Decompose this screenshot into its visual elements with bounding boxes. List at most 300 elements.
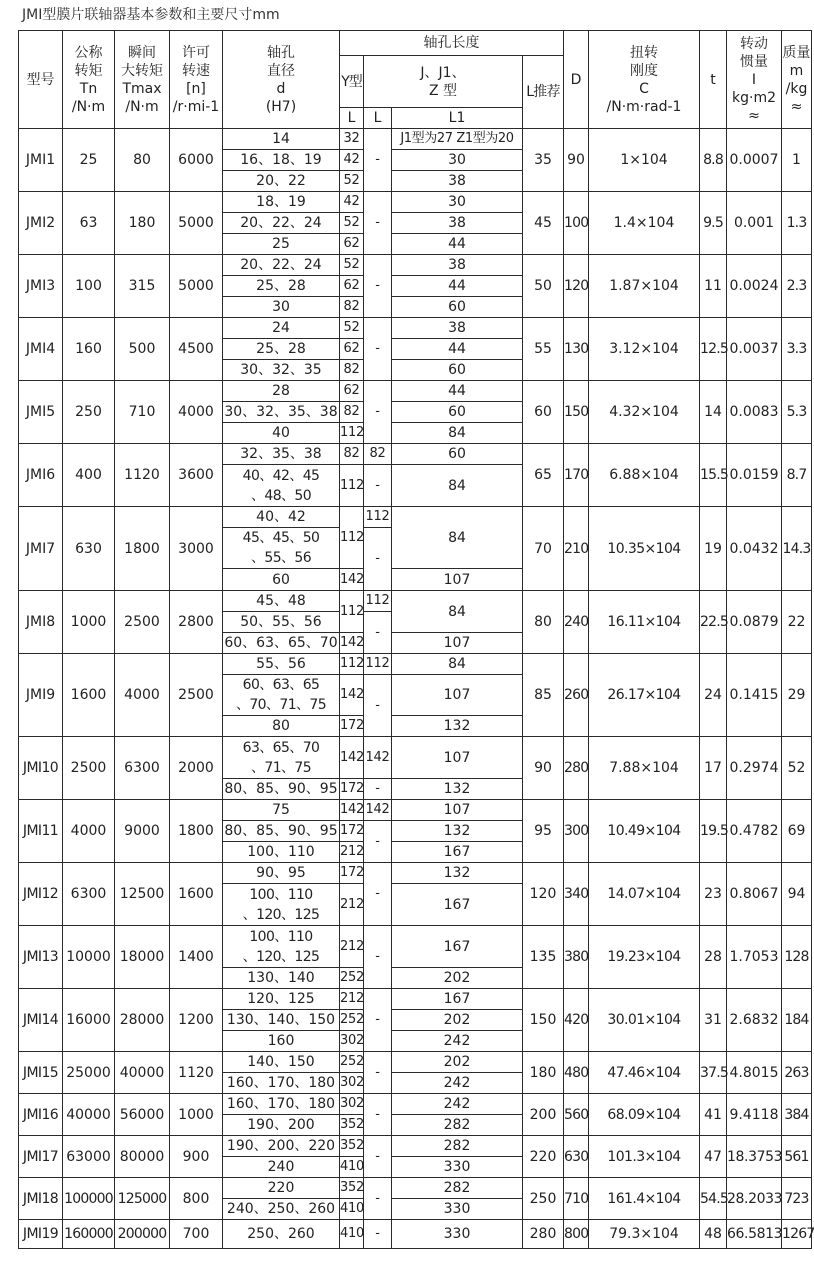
y-length-cell: 172 — [340, 779, 364, 800]
y-length-cell: 82 — [340, 297, 364, 318]
mass-cell: 184 — [782, 989, 812, 1052]
t-cell: 9.5 — [700, 192, 727, 255]
header-jz-type: J、J1、 Z 型 — [364, 56, 523, 108]
bore-diameter-cell: 20、22 — [223, 171, 340, 192]
speed-cell: 1200 — [170, 989, 223, 1052]
mass-cell: 5.3 — [782, 381, 812, 444]
header-diameter-d: D — [564, 31, 589, 129]
l1-length-cell: 38 — [392, 255, 523, 276]
mass-cell: 52 — [782, 737, 812, 800]
l-recommended-cell: 250 — [523, 1178, 564, 1220]
l-recommended-cell: 135 — [523, 926, 564, 989]
mass-cell: 14.3 — [782, 507, 812, 591]
bore-diameter-cell: 100、110 — [223, 842, 340, 863]
bore-diameter-cell: 18、19 — [223, 192, 340, 213]
l1-length-cell: 282 — [392, 1136, 523, 1157]
bore-diameter-cell: 20、22、24 — [223, 255, 340, 276]
mass-cell: 1 — [782, 129, 812, 192]
tmax-cell: 6300 — [115, 737, 170, 800]
header-bore-length: 轴孔长度 — [340, 31, 564, 56]
t-cell: 41 — [700, 1094, 727, 1136]
tmax-cell: 1120 — [115, 444, 170, 507]
y-length-cell: 112 — [340, 465, 364, 507]
speed-cell: 3600 — [170, 444, 223, 507]
speed-cell: 5000 — [170, 192, 223, 255]
model-cell: JMI19 — [19, 1220, 63, 1249]
d-cell: 380 — [564, 926, 589, 989]
l1-length-cell: 60 — [392, 360, 523, 381]
model-cell: JMI4 — [19, 318, 63, 381]
header-t: t — [700, 31, 727, 129]
speed-cell: 2500 — [170, 654, 223, 737]
y-length-cell: 52 — [340, 171, 364, 192]
l1-length-cell: 242 — [392, 1031, 523, 1052]
tmax-cell: 28000 — [115, 989, 170, 1052]
l1-length-cell: 107 — [392, 737, 523, 779]
speed-cell: 1120 — [170, 1052, 223, 1094]
t-cell: 14 — [700, 381, 727, 444]
mass-cell: 263 — [782, 1052, 812, 1094]
l-recommended-cell: 55 — [523, 318, 564, 381]
table-row — [19, 926, 812, 968]
inertia-cell: 0.0879 — [727, 591, 782, 654]
speed-cell: 4500 — [170, 318, 223, 381]
bore-diameter-cell: 20、22、24 — [223, 213, 340, 234]
stiffness-cell: 16.11×104 — [589, 591, 700, 654]
mass-cell: 1.3 — [782, 192, 812, 255]
tmax-cell: 1800 — [115, 507, 170, 591]
y-length-cell: 252 — [340, 1052, 364, 1073]
l1-length-cell: 107 — [392, 675, 523, 716]
bore-diameter-cell: 100、110 、120、125 — [223, 884, 340, 926]
table-row — [19, 591, 812, 612]
tn-cell: 40000 — [63, 1094, 115, 1136]
bore-diameter-cell: 130、140、150 — [223, 1010, 340, 1031]
speed-cell: 700 — [170, 1220, 223, 1249]
header-l-recommended: L推荐 — [523, 56, 564, 129]
t-cell: 28 — [700, 926, 727, 989]
jz-length-cell: 112 — [364, 507, 392, 528]
mass-cell: 128 — [782, 926, 812, 989]
header-mass: 质量 m /kg ≈ — [782, 31, 812, 129]
tmax-cell: 12500 — [115, 863, 170, 926]
jz-length-cell: - — [364, 1094, 392, 1136]
stiffness-cell: 7.88×104 — [589, 737, 700, 800]
header-max-torque: 瞬间 大转矩 Tmax /N·m — [115, 31, 170, 129]
speed-cell: 1000 — [170, 1094, 223, 1136]
jz-length-cell: 112 — [364, 654, 392, 675]
y-length-cell: 62 — [340, 381, 364, 402]
model-cell: JMI14 — [19, 989, 63, 1052]
bore-diameter-cell: 40 — [223, 423, 340, 444]
stiffness-cell: 101.3×104 — [589, 1136, 700, 1178]
y-length-cell: 302 — [340, 1031, 364, 1052]
bore-diameter-cell: 60、63、65 、70、71、75 — [223, 675, 340, 716]
l1-length-cell: 242 — [392, 1094, 523, 1115]
inertia-cell: 0.4782 — [727, 800, 782, 863]
model-cell: JMI10 — [19, 737, 63, 800]
tmax-cell: 9000 — [115, 800, 170, 863]
stiffness-cell: 161.4×104 — [589, 1178, 700, 1220]
inertia-cell: 0.0037 — [727, 318, 782, 381]
jz-length-cell: - — [364, 821, 392, 863]
jz-length-cell: - — [364, 1220, 392, 1249]
l1-length-cell: 44 — [392, 339, 523, 360]
l1-length-cell: 38 — [392, 213, 523, 234]
d-cell: 100 — [564, 192, 589, 255]
bore-diameter-cell: 160、170、180 — [223, 1073, 340, 1094]
y-length-cell: 410 — [340, 1220, 364, 1249]
y-length-cell: 352 — [340, 1115, 364, 1136]
header-model: 型号 — [19, 31, 63, 129]
jz-length-cell: 112 — [364, 591, 392, 612]
table-row — [19, 1178, 812, 1199]
bore-diameter-cell: 16、18、19 — [223, 150, 340, 171]
bore-diameter-cell: 63、65、70 、71、75 — [223, 737, 340, 779]
t-cell: 15.5 — [700, 444, 727, 507]
bore-diameter-cell: 120、125 — [223, 989, 340, 1010]
jz-length-cell: - — [364, 255, 392, 318]
l-recommended-cell: 70 — [523, 507, 564, 591]
page-title: JMI型膜片联轴器基本参数和主要尺寸mm — [22, 7, 280, 23]
model-cell: JMI15 — [19, 1052, 63, 1094]
y-length-cell: 212 — [340, 842, 364, 863]
inertia-cell: 0.0024 — [727, 255, 782, 318]
l-recommended-cell: 150 — [523, 989, 564, 1052]
tn-cell: 160 — [63, 318, 115, 381]
t-cell: 31 — [700, 989, 727, 1052]
l-recommended-cell: 220 — [523, 1136, 564, 1178]
inertia-cell: 66.5813 — [727, 1220, 782, 1249]
y-length-cell: 112 — [340, 507, 364, 569]
table-row — [19, 737, 812, 779]
l-recommended-cell: 50 — [523, 255, 564, 318]
table-row — [19, 654, 812, 675]
y-length-cell: 410 — [340, 1157, 364, 1178]
bore-diameter-cell: 30 — [223, 297, 340, 318]
d-cell: 630 — [564, 1136, 589, 1178]
table-row — [19, 1052, 812, 1073]
bore-diameter-cell: 80、85、90、95 — [223, 821, 340, 842]
jz-length-cell: - — [364, 779, 392, 800]
inertia-cell: 9.4118 — [727, 1094, 782, 1136]
header-sub-l: L — [364, 108, 392, 129]
tmax-cell: 315 — [115, 255, 170, 318]
header-inertia: 转动 惯量 I kg·m2 ≈ — [727, 31, 782, 129]
l-recommended-cell: 95 — [523, 800, 564, 863]
y-length-cell: 62 — [340, 276, 364, 297]
d-cell: 130 — [564, 318, 589, 381]
speed-cell: 6000 — [170, 129, 223, 192]
tmax-cell: 80 — [115, 129, 170, 192]
stiffness-cell: 26.17×104 — [589, 654, 700, 737]
stiffness-cell: 6.88×104 — [589, 444, 700, 507]
l1-length-cell: 202 — [392, 1010, 523, 1031]
jz-length-cell: - — [364, 129, 392, 192]
y-length-cell: 212 — [340, 989, 364, 1010]
l1-length-cell: 30 — [392, 192, 523, 213]
d-cell: 800 — [564, 1220, 589, 1249]
jz-length-cell: - — [364, 318, 392, 381]
l1-length-cell: 84 — [392, 465, 523, 507]
d-cell: 560 — [564, 1094, 589, 1136]
jz-length-cell: - — [364, 863, 392, 926]
header-y-type: Y型 — [340, 56, 364, 108]
t-cell: 24 — [700, 654, 727, 737]
model-cell: JMI11 — [19, 800, 63, 863]
table-row — [19, 192, 812, 213]
y-length-cell: 82 — [340, 402, 364, 423]
bore-diameter-cell: 25、28 — [223, 276, 340, 297]
tmax-cell: 500 — [115, 318, 170, 381]
l1-length-cell: 84 — [392, 423, 523, 444]
jz-length-cell: 82 — [364, 444, 392, 465]
y-length-cell: 142 — [340, 800, 364, 821]
bore-diameter-cell: 40、42 — [223, 507, 340, 528]
bore-diameter-cell: 30、32、35、38 — [223, 402, 340, 423]
bore-diameter-cell: 32、35、38 — [223, 444, 340, 465]
mass-cell: 22 — [782, 591, 812, 654]
l1-length-cell: 107 — [392, 633, 523, 654]
t-cell: 47 — [700, 1136, 727, 1178]
mass-cell: 2.3 — [782, 255, 812, 318]
l1-length-cell: 107 — [392, 569, 523, 591]
y-length-cell: 212 — [340, 884, 364, 926]
bore-diameter-cell: 140、150 — [223, 1052, 340, 1073]
l-recommended-cell: 120 — [523, 863, 564, 926]
bore-diameter-cell: 80、85、90、95 — [223, 779, 340, 800]
table-row — [19, 318, 812, 339]
bore-diameter-cell: 160、170、180 — [223, 1094, 340, 1115]
stiffness-cell: 1.87×104 — [589, 255, 700, 318]
header-sub-l1: L1 — [392, 108, 523, 129]
jz-length-cell: - — [364, 192, 392, 255]
bore-diameter-cell: 190、200、220 — [223, 1136, 340, 1157]
l1-length-cell: 330 — [392, 1199, 523, 1220]
mass-cell: 29 — [782, 654, 812, 737]
l1-length-cell: 132 — [392, 716, 523, 737]
stiffness-cell: 10.49×104 — [589, 800, 700, 863]
tn-cell: 400 — [63, 444, 115, 507]
inertia-cell: 0.0159 — [727, 444, 782, 507]
table-row — [19, 1220, 812, 1249]
l1-length-cell: 84 — [392, 654, 523, 675]
tmax-cell: 180 — [115, 192, 170, 255]
jz-length-cell: - — [364, 926, 392, 989]
d-cell: 240 — [564, 591, 589, 654]
l1-length-cell: 202 — [392, 1052, 523, 1073]
l1-length-cell: 44 — [392, 234, 523, 255]
inertia-cell: 0.0432 — [727, 507, 782, 591]
y-length-cell: 112 — [340, 423, 364, 444]
bore-diameter-cell: 190、200 — [223, 1115, 340, 1136]
tn-cell: 25 — [63, 129, 115, 192]
inertia-cell: 0.0007 — [727, 129, 782, 192]
tn-cell: 25000 — [63, 1052, 115, 1094]
y-length-cell: 142 — [340, 633, 364, 654]
speed-cell: 1800 — [170, 800, 223, 863]
bore-diameter-cell: 75 — [223, 800, 340, 821]
speed-cell: 2000 — [170, 737, 223, 800]
table-row — [19, 381, 812, 402]
y-length-cell: 172 — [340, 821, 364, 842]
jz-length-cell: 142 — [364, 737, 392, 779]
tmax-cell: 4000 — [115, 654, 170, 737]
t-cell: 22.5 — [700, 591, 727, 654]
speed-cell: 3000 — [170, 507, 223, 591]
y-length-cell: 112 — [340, 654, 364, 675]
mass-cell: 1267 — [782, 1220, 812, 1249]
t-cell: 19 — [700, 507, 727, 591]
inertia-cell: 0.0083 — [727, 381, 782, 444]
stiffness-cell: 1.4×104 — [589, 192, 700, 255]
bore-diameter-cell: 160 — [223, 1031, 340, 1052]
bore-diameter-cell: 55、56 — [223, 654, 340, 675]
l-recommended-cell: 65 — [523, 444, 564, 507]
d-cell: 340 — [564, 863, 589, 926]
model-cell: JMI18 — [19, 1178, 63, 1220]
inertia-cell: 0.001 — [727, 192, 782, 255]
l1-length-cell: 167 — [392, 842, 523, 863]
jz-length-cell: 142 — [364, 800, 392, 821]
d-cell: 300 — [564, 800, 589, 863]
bore-diameter-cell: 30、32、35 — [223, 360, 340, 381]
l1-length-cell: 84 — [392, 507, 523, 569]
stiffness-cell: 1×104 — [589, 129, 700, 192]
y-length-cell: 252 — [340, 1010, 364, 1031]
tn-cell: 63000 — [63, 1136, 115, 1178]
stiffness-cell: 4.32×104 — [589, 381, 700, 444]
mass-cell: 723 — [782, 1178, 812, 1220]
y-length-cell: 112 — [340, 591, 364, 633]
d-cell: 280 — [564, 737, 589, 800]
y-length-cell: 142 — [340, 675, 364, 716]
jz-length-cell: - — [364, 1136, 392, 1178]
tmax-cell: 56000 — [115, 1094, 170, 1136]
tn-cell: 100000 — [63, 1178, 115, 1220]
jz-length-cell: - — [364, 1052, 392, 1094]
y-length-cell: 52 — [340, 318, 364, 339]
bore-diameter-cell: 14 — [223, 129, 340, 150]
d-cell: 260 — [564, 654, 589, 737]
t-cell: 48 — [700, 1220, 727, 1249]
model-cell: JMI16 — [19, 1094, 63, 1136]
model-cell: JMI13 — [19, 926, 63, 989]
l1-length-cell: 132 — [392, 779, 523, 800]
bore-diameter-cell: 25 — [223, 234, 340, 255]
t-cell: 19.5 — [700, 800, 727, 863]
tmax-cell: 125000 — [115, 1178, 170, 1220]
tn-cell: 16000 — [63, 989, 115, 1052]
speed-cell: 900 — [170, 1136, 223, 1178]
stiffness-cell: 14.07×104 — [589, 863, 700, 926]
l1-length-cell: 282 — [392, 1178, 523, 1199]
bore-diameter-cell: 130、140 — [223, 968, 340, 989]
model-cell: JMI12 — [19, 863, 63, 926]
bore-diameter-cell: 90、95 — [223, 863, 340, 884]
mass-cell: 384 — [782, 1094, 812, 1136]
t-cell: 23 — [700, 863, 727, 926]
tmax-cell: 40000 — [115, 1052, 170, 1094]
header-sub-l: L — [340, 108, 364, 129]
model-cell: JMI9 — [19, 654, 63, 737]
table-row — [19, 507, 812, 528]
bore-diameter-cell: 45、48 — [223, 591, 340, 612]
y-length-cell: 410 — [340, 1199, 364, 1220]
d-cell: 120 — [564, 255, 589, 318]
mass-cell: 94 — [782, 863, 812, 926]
l-recommended-cell: 85 — [523, 654, 564, 737]
bore-diameter-cell: 100、110 、120、125 — [223, 926, 340, 968]
bore-diameter-cell: 24 — [223, 318, 340, 339]
y-length-cell: 212 — [340, 926, 364, 968]
y-length-cell: 172 — [340, 863, 364, 884]
y-length-cell: 352 — [340, 1178, 364, 1199]
bore-diameter-cell: 40、42、45 、48、50 — [223, 465, 340, 507]
y-length-cell: 82 — [340, 444, 364, 465]
l1-length-cell: J1型为27 Z1型为20 — [392, 129, 523, 150]
t-cell: 12.5 — [700, 318, 727, 381]
y-length-cell: 252 — [340, 968, 364, 989]
y-length-cell: 302 — [340, 1094, 364, 1115]
y-length-cell: 62 — [340, 339, 364, 360]
jz-length-cell: - — [364, 528, 392, 591]
tmax-cell: 18000 — [115, 926, 170, 989]
y-length-cell: 352 — [340, 1136, 364, 1157]
table-row — [19, 863, 812, 884]
tn-cell: 2500 — [63, 737, 115, 800]
header-bore-diameter: 轴孔 直径 d (H7) — [223, 31, 340, 129]
l1-length-cell: 167 — [392, 989, 523, 1010]
header-torsional-stiffness: 扭转 刚度 C /N·m·rad-1 — [589, 31, 700, 129]
y-length-cell: 42 — [340, 150, 364, 171]
d-cell: 480 — [564, 1052, 589, 1094]
y-length-cell: 32 — [340, 129, 364, 150]
y-length-cell: 172 — [340, 716, 364, 737]
tn-cell: 160000 — [63, 1220, 115, 1249]
t-cell: 8.8 — [700, 129, 727, 192]
l-recommended-cell: 80 — [523, 591, 564, 654]
mass-cell: 3.3 — [782, 318, 812, 381]
t-cell: 37.5 — [700, 1052, 727, 1094]
y-length-cell: 42 — [340, 192, 364, 213]
d-cell: 710 — [564, 1178, 589, 1220]
l-recommended-cell: 90 — [523, 737, 564, 800]
inertia-cell: 28.2033 — [727, 1178, 782, 1220]
table-row — [19, 1094, 812, 1115]
tmax-cell: 710 — [115, 381, 170, 444]
inertia-cell: 0.2974 — [727, 737, 782, 800]
table-row — [19, 800, 812, 821]
l1-length-cell: 282 — [392, 1115, 523, 1136]
l1-length-cell: 60 — [392, 402, 523, 423]
y-length-cell: 52 — [340, 213, 364, 234]
inertia-cell: 2.6832 — [727, 989, 782, 1052]
speed-cell: 1400 — [170, 926, 223, 989]
tmax-cell: 200000 — [115, 1220, 170, 1249]
t-cell: 17 — [700, 737, 727, 800]
table-row — [19, 1136, 812, 1157]
table-row — [19, 989, 812, 1010]
tn-cell: 100 — [63, 255, 115, 318]
y-length-cell: 302 — [340, 1073, 364, 1094]
l-recommended-cell: 200 — [523, 1094, 564, 1136]
bore-diameter-cell: 80 — [223, 716, 340, 737]
speed-cell: 4000 — [170, 381, 223, 444]
l-recommended-cell: 35 — [523, 129, 564, 192]
l1-length-cell: 330 — [392, 1157, 523, 1178]
stiffness-cell: 68.09×104 — [589, 1094, 700, 1136]
